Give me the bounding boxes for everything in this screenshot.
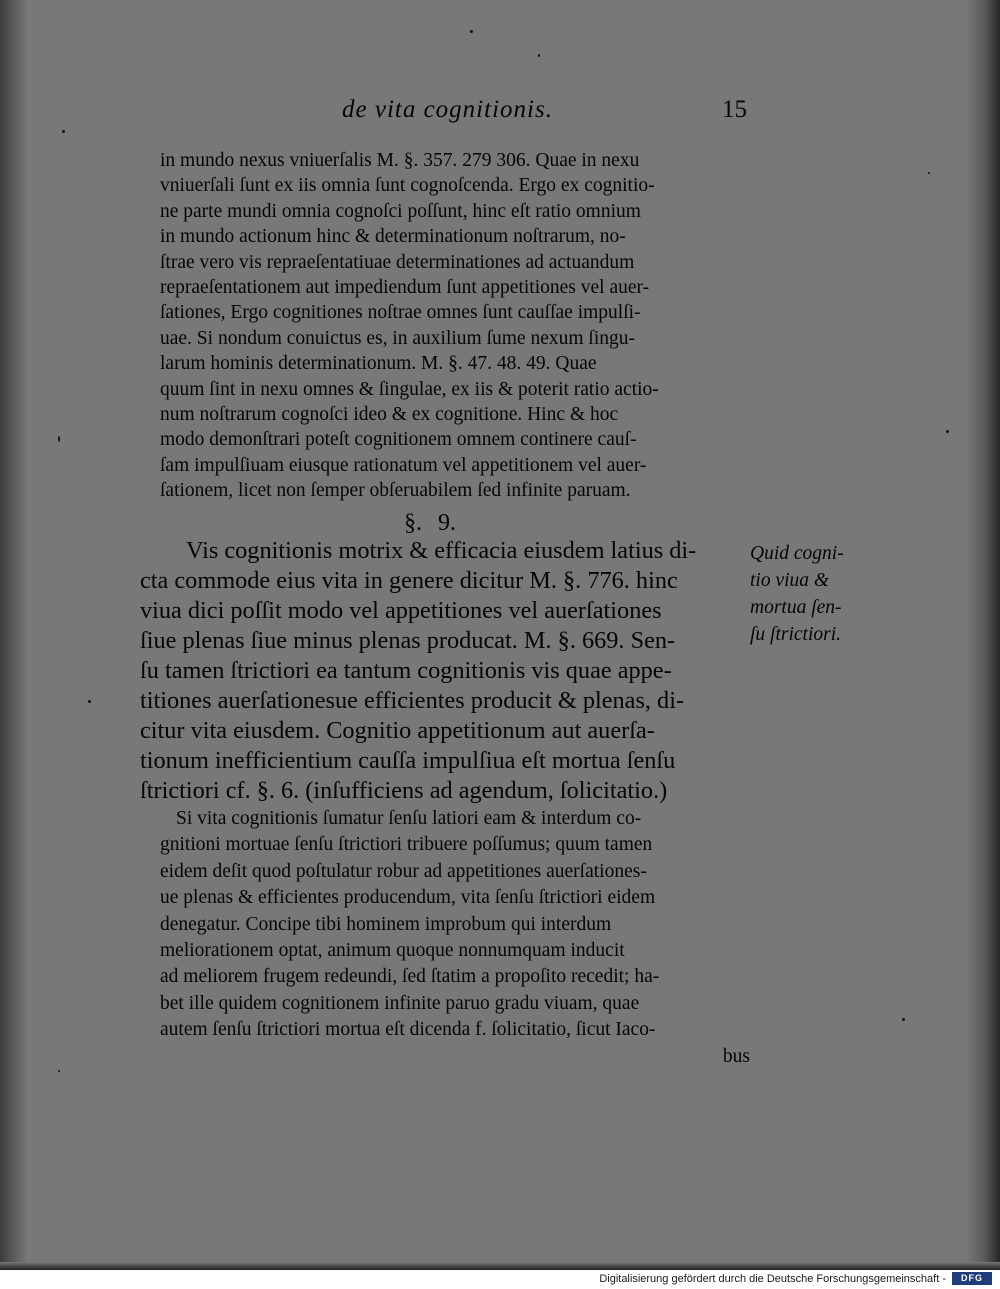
text-line: vniuerſali ſunt ex iis omnia ſunt cognoſcenda. Ergo ex cognitio-	[160, 175, 655, 197]
ink-speck	[538, 54, 540, 57]
page-header	[0, 96, 1000, 136]
text-line: meliorationem optat, animum quoque nonnumquam inducit	[160, 940, 625, 962]
page-number: 15	[722, 96, 747, 123]
margin-note-line: mortua ſen-	[750, 597, 842, 618]
text-line: uae. Si nondum conuictus es, in auxilium ſume nexum ſingu-	[160, 327, 635, 349]
digitization-credit: Digitalisierung gefördert durch die Deutsche Forschungsgemeinschaft -	[599, 1273, 946, 1285]
text-line: quum ſint in nexu omnes & ſingulae, ex iis & poterit ratio actio-	[160, 378, 659, 400]
text-line: ad meliorem frugem redeundi, ſed ſtatim a propoſito recedit; ha-	[160, 966, 660, 988]
margin-note-line: tio viua &	[750, 570, 830, 591]
text-line: ſationem, licet non ſemper obſeruabilem ſed infinite paruam.	[160, 480, 631, 502]
text-line: ſationes, Ergo cognitiones noſtrae omnes ſunt cauſſae impulſi-	[160, 302, 641, 324]
dfg-logo: DFG	[952, 1272, 992, 1285]
page-bottom-shadow	[0, 1262, 1000, 1270]
margin-note-line: Quid cogni-	[750, 543, 844, 564]
text-line: ue plenas & efficientes producendum, vita ſenſu ſtrictiori eidem	[160, 887, 656, 909]
text-line: gnitioni mortuae ſenſu ſtrictiori tribuere poſſumus; quum tamen	[160, 834, 653, 856]
ink-speck	[88, 700, 91, 703]
text-line: denegatur. Concipe tibi hominem improbum qui interdum	[160, 913, 612, 935]
text-line: ſu tamen ſtrictiori ea tantum cognitionis vis quae appe-	[140, 657, 672, 684]
page-right-shadow	[966, 0, 1000, 1270]
text-line: in mundo actionum hinc & determinationum noſtrarum, no-	[160, 226, 626, 248]
text-line: eidem deſit quod poſtulatur robur ad appetitiones auerſationes-	[160, 860, 647, 882]
ink-speck	[470, 30, 473, 33]
text-line: titiones auerſationesue efficientes producit & plenas, di-	[140, 687, 685, 714]
running-head: de vita cognitionis.	[342, 96, 553, 123]
text-line: in mundo nexus vniuerſalis M. §. 357. 279 306. Quae in nexu	[160, 150, 640, 171]
text-line: ne parte mundi omnia cognoſci poſſunt, hinc eſt ratio omnium	[160, 200, 641, 222]
text-line: num noſtrarum cognoſci ideo & ex cognitione. Hinc & hoc	[160, 404, 619, 426]
text-line: Si vita cognitionis ſumatur ſenſu latiori eam & interdum co-	[176, 808, 642, 829]
text-line: autem ſenſu ſtrictiori mortua eſt dicenda f. ſolicitatio, ſicut Iaco-	[160, 1019, 656, 1041]
text-line: cta commode eius vita in genere dicitur M. §. 776. hinc	[140, 567, 678, 594]
ink-speck	[928, 172, 930, 174]
section-9-scholium	[160, 806, 760, 1070]
section-heading: §. 9.	[404, 510, 456, 536]
text-line: ſiue plenas ſiue minus plenas producat. M. §. 669. Sen-	[140, 627, 676, 654]
text-line: Vis cognitionis motrix & efficacia eiusdem latius di-	[186, 537, 697, 564]
ink-speck	[58, 436, 60, 442]
marginal-note	[750, 540, 880, 648]
text-line: tionum inefficientium cauſſa impulſiua eſt mortua ſenſu	[140, 747, 676, 774]
ink-speck	[946, 430, 949, 433]
section-9-main-paragraph	[140, 536, 755, 806]
page-left-shadow	[0, 0, 28, 1270]
text-line: ſam impulſiuam eiusque rationatum vel appetitionem vel auer-	[160, 454, 647, 476]
margin-note-line: ſu ſtrictiori.	[750, 624, 842, 645]
ink-speck	[58, 1070, 60, 1072]
text-line: viua dici poſſit modo vel appetitiones vel auerſationes	[140, 597, 662, 624]
text-line: ſtrictiori cf. §. 6. (inſufficiens ad agendum, ſolicitatio.)	[140, 777, 668, 804]
text-line: repraeſentationem aut impediendum ſunt appetitiones vel auer-	[160, 277, 650, 299]
catchword: bus	[722, 1045, 750, 1067]
paragraph-continued	[160, 148, 760, 504]
text-line: ſtrae vero vis repraeſentatiuae determinationes ad actuandum	[160, 251, 635, 273]
text-line: citur vita eiusdem. Cognitio appetitionum aut auerſa-	[140, 717, 655, 744]
ink-speck	[902, 1018, 905, 1021]
text-line: bet ille quidem cognitionem infinite paruo gradu viuam, quae	[160, 992, 640, 1014]
text-line: larum hominis determinationum. M. §. 47. 48. 49. Quae	[160, 353, 597, 375]
text-line: modo demonſtrari poteſt cognitionem omnem continere cauſ-	[160, 429, 637, 451]
